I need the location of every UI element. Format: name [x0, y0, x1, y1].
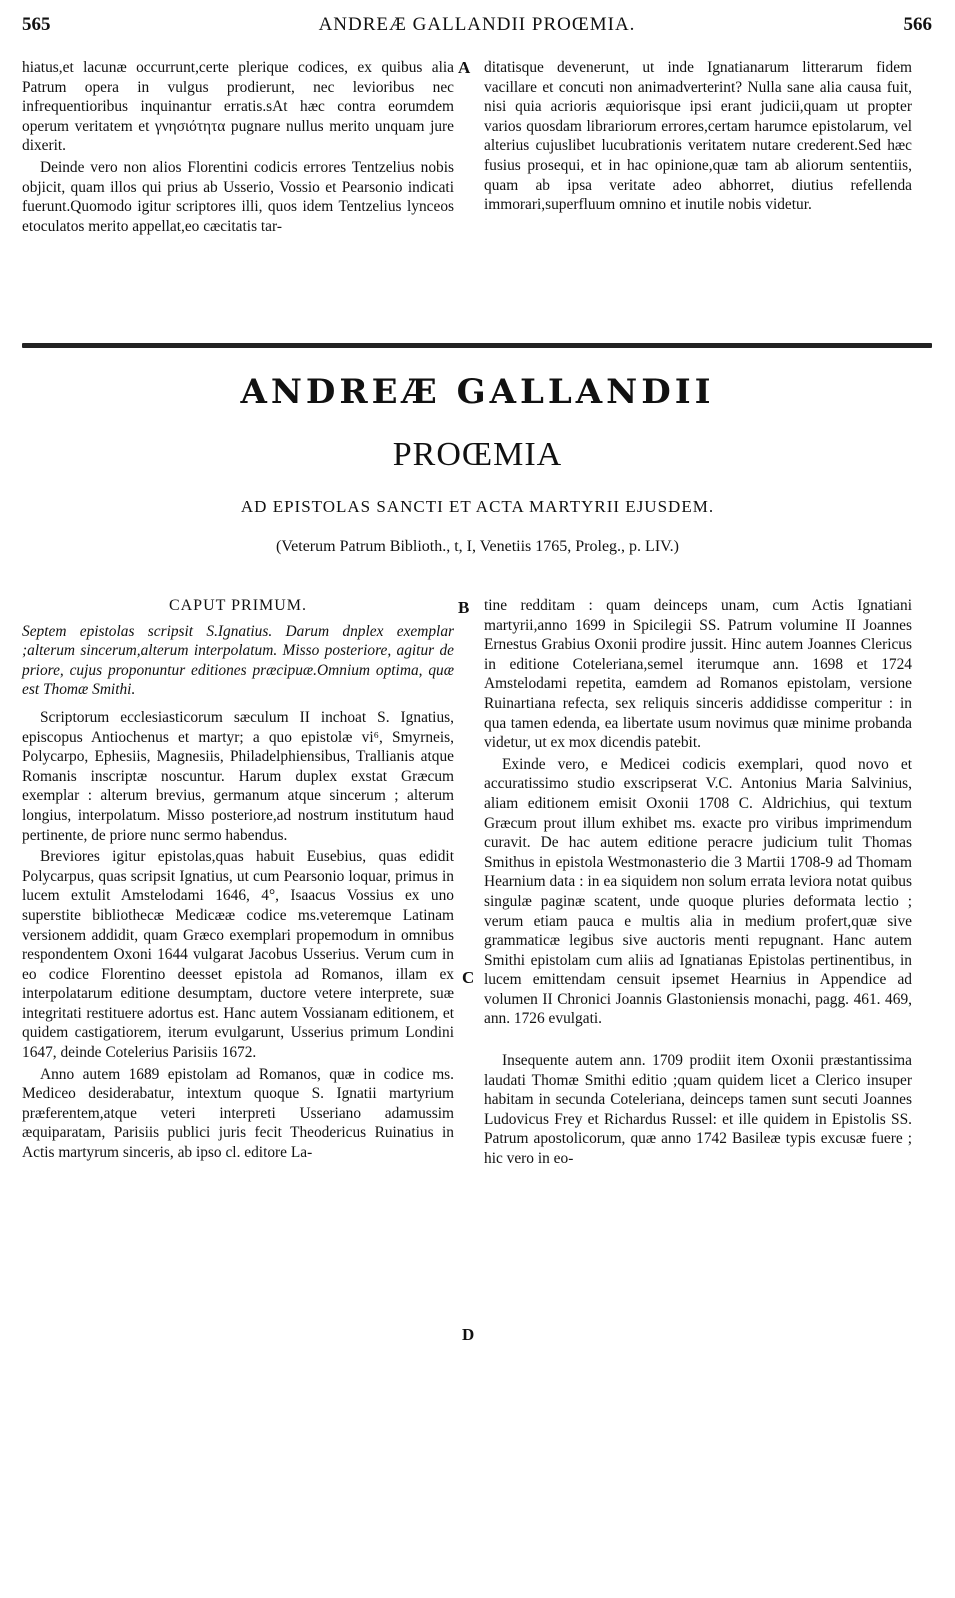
margin-marker-d: D: [462, 1325, 475, 1344]
paragraph: ditatisque devenerunt, ut inde Ignatianarum litterarum fidem vacillare et concuti non animadverterint? Nulla sane alia causa fuit, nisi quia acrioris æquiorisque ipsi erant judicii,quam ut propter varios quosdam librariorum errores,certam harumce epistolarum, vel alterius cujuslibet lucubrationis veritatem nutare crederent.Sed hæc fusius prosequi, et in hac opinione,quæ tam ab aliorum sententiis, quam ab ipsa veritate adeo abhorret, diutius refellenda immorari,superfluum omnino et inutile nobis videtur.: [484, 59, 912, 214]
margin-marker-c: C: [462, 968, 475, 987]
bottom-right-column: [484, 596, 912, 1169]
top-left-column: [22, 58, 454, 236]
running-title: ANDREÆ GALLANDII PROŒMIA.: [318, 14, 636, 35]
bottom-left-column: [22, 596, 454, 1163]
page-header: [22, 14, 932, 42]
paragraph: Anno autem 1689 epistolam ad Romanos, quæ in codice ms. Mediceo desiderabatur, intextum quoque S. Ignatii martyrium præferentem,atque veteri interpreti Usseriano adamussim æquiparatam, Parisiis publici juris fecit Theodericus Ruinatius in Actis martyrum sinceris, ab ipso cl. editore La-: [22, 1065, 454, 1162]
work-description: AD EPISTOLAS SANCTI ET ACTA MARTYRII EJUSDEM.: [240, 497, 715, 516]
margin-marker-a: A: [458, 58, 471, 77]
chapter-summary: Septem epistolas scripsit S.Ignatius. Darum dnplex exemplar ;alterum sincerum,alterum interpolatum. Misso posteriore, agitur de priore, cujus proponuntur editiones præcipuæ.Omnium optima, quæ est Thomæ Smithi.: [22, 622, 454, 699]
paragraph: Exinde vero, e Medicei codicis exemplari, quod novo et accuratissimo studio exscripserat V.C. Antonius Maria Salvinius, aliam editionem emisit Oxonii 1708 C. Aldrichius, qui textum Græcum prout illum exhibet ms. exacte pro viribus imprimendum curavit. De hac autem editione peracre judicium tulit Thomas Smithus in epistola Westmonasterio die 3 Martii 1708-9 ad Thomam Hearnium data : in ea siquidem non solum errata leviora notat quibus singulæ paginæ scatent, unde quoque pluries deformata lectio ; verum etiam pauca e multis alia in medium profert,quæ sive grammaticæ legibus sive auctoris menti repugnant. Hanc autem Smithi epistolam cum aliis ad Ignatianas Epistolas pertinentibus, in lucem emittendam censuit ipsemet Hearnius in Appendice ad volumen II Chronici Joannis Glastoniensis monachi, pagg. 461. 469, ann. 1726 evulgati.: [484, 755, 912, 1028]
chapter-heading: CAPUT PRIMUM.: [168, 597, 308, 614]
source-reference: (Veterum Patrum Biblioth., t, I, Venetiis 1765, Proleg., p. LIV.): [276, 538, 679, 555]
work-title: ANDREÆ GALLANDII: [240, 372, 715, 412]
paragraph: Breviores igitur epistolas,quas habuit Eusebius, quas edidit Polycarpus, quas scripsit Ignatius, ut cum Pearsonio loquar, primus in lucem extulit Amstelodami 1646, 4°, Isaacus Vossius ex uno superstite bibliothecæ Medicææ codice ms.veteremque Latinam versionem addidit, quam Græco exemplari propemodum in omnibus respondentem Oxoni 1644 vulgarat Jacobus Usserius. Verum cum in eo codice Florentino deesset epistola ad Romanos, illam ex interpolatarum editione desumptam, ductore vetere interprete, suæ integritati restituere adortus est. Hanc autem Vossianam editionem, et quidem castigatiorem, iterum evulgarunt, Usserius primum Londini 1647, deinde Cotelerius Parisiis 1672.: [22, 848, 454, 1062]
paragraph: tine redditam : quam deinceps unam, cum Actis Ignatiani martyrii,anno 1699 in Spicilegii SS. Patrum volumine II Joannes Ernestus Grabius Oxonii prodire jussit. Hinc autem Joannes Clericus in editione Coteleriana,semel iterumque ann. 1698 et 1724 Amstelodami repetita, eamdem ad Romanos epistolam, versione Ruinartiana refecta, sex reliquis sinceris addidisse comperitur : in qua tamen edenda, ea libertate usum novimus quæ minime probanda videtur, ut ex mox dicendis patebit.: [484, 597, 912, 752]
work-subtitle: PROŒMIA: [392, 436, 563, 473]
paragraph: Scriptorum ecclesiasticorum sæculum II inchoat S. Ignatius, episcopus Antiochenus et martyr; a quo epistolæ vi⁶, Smyrneis, Polycarpo, Ephesiis, Magnesiis, Philadelphiensibus, Trallianis atque Romanis inscriptæ noscuntur. Harum duplex exstat Græcum exemplar : alterum brevius, germanum atque sincerum ; alterum longius, interpolatum. Misso posteriore,ad nostrum institutum haud pertinente, de priore nunc sermo habendus.: [22, 708, 454, 844]
paragraph: Deinde vero non alios Florentini codicis errores Tentzelius nobis objicit, quam illos qui prius ab Usserio, Vossio et Pearsonio indicati fuerunt.Quomodo igitur scriptores illi, quos idem Tentzelius lynceos etoculatos merito appellat,eo cæcitatis tar-: [22, 158, 454, 235]
paragraph: hiatus,et lacunæ occurrunt,certe plerique codices, ex quibus alia Patrum opera in vulgus prodierunt, nec levioribus nec infrequentioribus inquinantur erratis.sAt hæc contra eorumdem operum veritatem et γνησιότητα pugnare nullus merito unquam jure dixerit.: [22, 59, 454, 155]
margin-marker-b: B: [458, 598, 470, 617]
page-number-right: 566: [903, 14, 932, 35]
page-number-left: 565: [22, 14, 51, 35]
top-right-column: [484, 58, 912, 215]
section-divider: [22, 343, 932, 348]
paragraph: Insequente autem ann. 1709 prodiit item Oxonii præstantissima laudati Thomæ Smithi editio ;quam quidem licet a Clerico insuper habitam in secunda Coteleriana, deinceps tamen sunt secuti Joannes Ludovicus Frey et Richardus Russel: et ille quidem in Epistolis SS. Patrum apostolicorum, quæ anno 1742 Basileæ typis excusæ fuere ; hic vero in eo-: [484, 1052, 912, 1168]
